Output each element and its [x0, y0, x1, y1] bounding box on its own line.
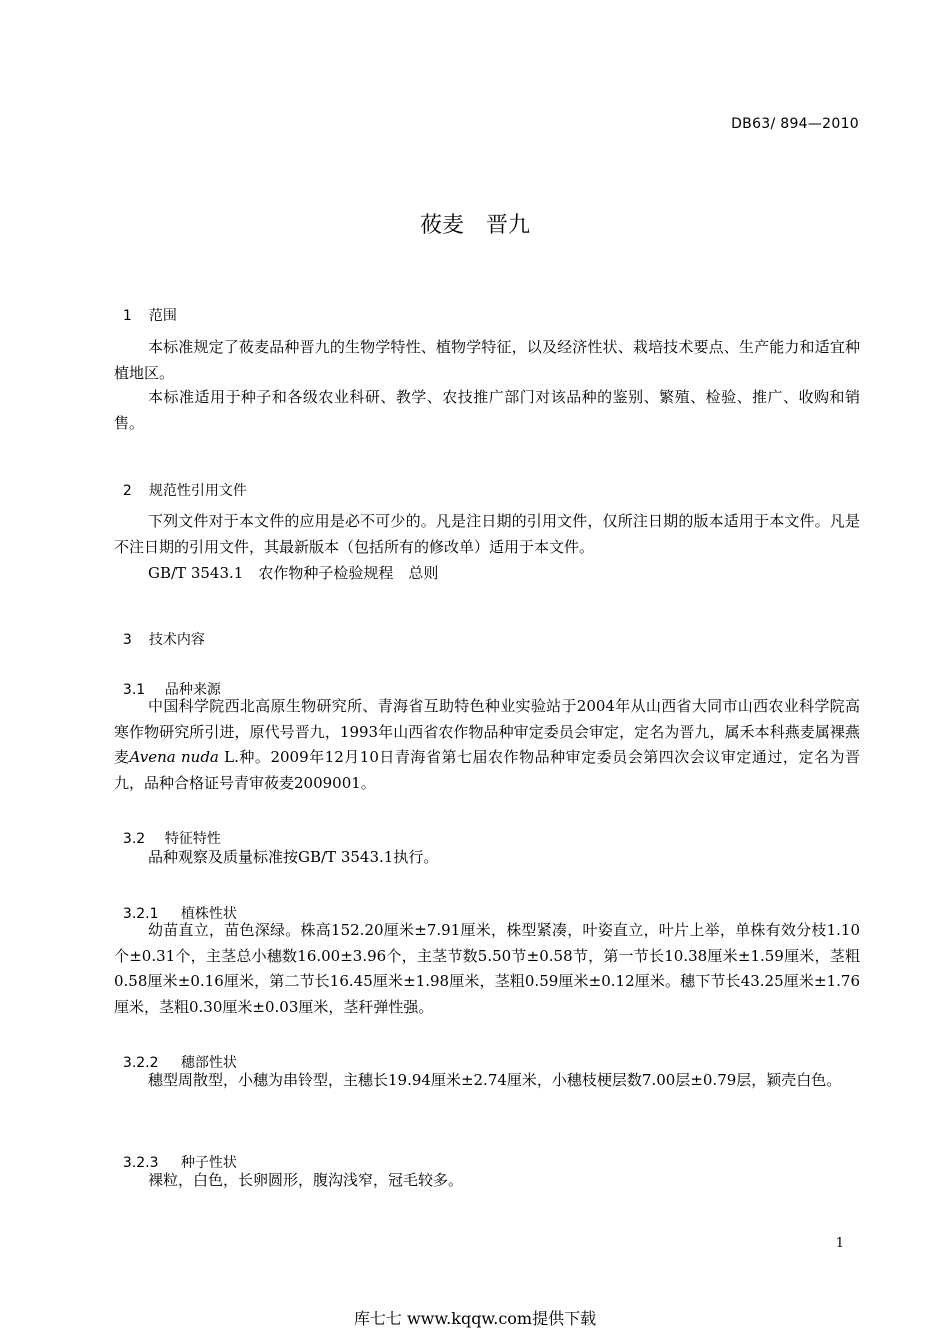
document-title: 莜麦 晋九: [419, 213, 530, 238]
section-3-2-1-paragraph: 幼苗直立，苗色深绿。株高152.20厘米±7.91厘米，株型紧凑，叶姿直立，叶片上举，单株有效分枝1.10个±0.31个，主茎总小穗数16.00±3.96个，主茎节数5.50节±0.58节，第一节长10.38厘米±1.59厘米，茎粗0.58厘米±0.16厘米，第二节长16.45厘米±1.98厘米，茎粗0.59厘米±0.12厘米。穗下节长43.25厘米±1.76厘米，茎粗0.30厘米±0.03厘米，茎秆弹性强。: [114, 921, 860, 1016]
normative-reference: GB/T 3543.1 农作物种子检验规程 总则: [148, 564, 439, 582]
section-1-paragraph-1: 本标准规定了莜麦品种晋九的生物学特性、植物学特征，以及经济性状、栽培技术要点、生产能力和适宜种植地区。: [114, 338, 860, 382]
section-number: 1: [122, 308, 132, 324]
section-2-heading: [114, 464, 247, 500]
section-3-2-heading: [114, 812, 221, 848]
section-number: 2: [122, 483, 132, 499]
section-title: 规范性引用文件: [148, 483, 247, 499]
section-number: 3.1: [122, 682, 146, 698]
document-code: DB63/ 894—2010: [731, 116, 859, 132]
section-1-heading: [114, 289, 177, 325]
section-number: 3: [122, 632, 132, 648]
section-3-heading: [114, 613, 205, 649]
section-number: 3.2: [122, 831, 146, 847]
section-1-paragraph-2: 本标准适用于种子和各级农业科研、教学、农技推广部门对该品种的鉴别、繁殖、检验、推广、收购和销售。: [114, 388, 860, 432]
section-title: 植株性状: [180, 906, 237, 922]
section-3-2-2-paragraph: 穗型周散型，小穗为串铃型，主穗长19.94厘米±2.74厘米，小穗枝梗层数7.00层±0.79层，颖壳白色。: [148, 1071, 842, 1089]
section-number: 3.2.1: [122, 906, 159, 922]
section-title: 种子性状: [180, 1155, 237, 1171]
section-2-paragraph-1: 下列文件对于本文件的应用是必不可少的。凡是注日期的引用文件，仅所注日期的版本适用于本文件。凡是不注日期的引用文件，其最新版本（包括所有的修改单）适用于本文件。: [114, 512, 860, 556]
page-number: 1: [835, 1236, 844, 1251]
section-3-2-2-heading: [114, 1036, 237, 1072]
section-3-1-paragraph: [114, 694, 860, 796]
variety-origin-text: 中国科学院西北高原生物研究所、青海省互助特色种业实验站于2004年从山西省大同市山西农业科学院高寒作物研究所引进，原代号晋九，1993年山西省农作物品种审定委员会审定，定名为晋九，属禾本科燕麦属裸燕麦: [114, 697, 860, 766]
download-source-footer: 库七七 www.kqqw.com提供下载: [353, 1309, 597, 1328]
section-title: 品种来源: [164, 682, 221, 698]
section-title: 穗部性状: [180, 1055, 237, 1071]
variety-approval-text: L.种。2009年12月10日青海省第七届农作物品种审定委员会第四次会议审定通过，定名为晋九，品种合格证号青审莜麦2009001。: [114, 748, 860, 792]
section-title: 特征特性: [164, 831, 221, 847]
section-number: 3.2.2: [122, 1055, 159, 1071]
section-title: 技术内容: [148, 632, 205, 648]
section-3-2-3-paragraph: 裸粒，白色，长卵圆形，腹沟浅窄，冠毛较多。: [148, 1171, 464, 1189]
section-3-2-3-heading: [114, 1136, 237, 1172]
latin-species-name: Avena nuda: [129, 748, 219, 766]
section-number: 3.2.3: [122, 1155, 159, 1171]
section-title: 范围: [148, 308, 177, 324]
section-3-2-paragraph: 品种观察及质量标准按GB/T 3543.1执行。: [148, 848, 439, 866]
